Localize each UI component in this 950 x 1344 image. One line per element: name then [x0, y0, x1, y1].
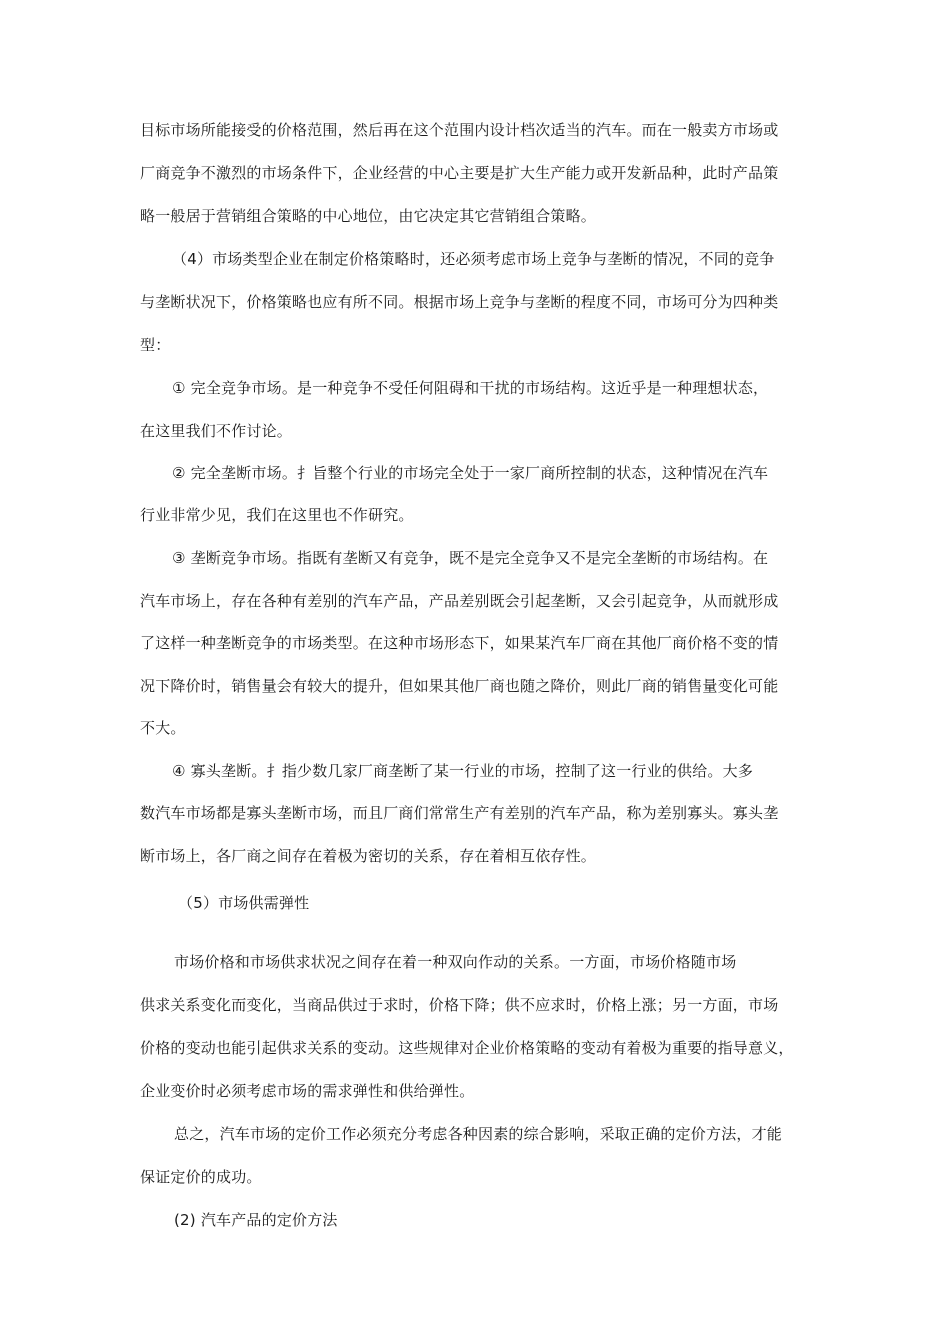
- text-line: 略一般居于营销组合策略的中心地位，由它决定其它营销组合策略。: [140, 207, 597, 225]
- section-heading-market-type: （4）市场类型企业在制定价格策略时，还必须考虑市场上竞争与垄断的情况，不同的竞争: [172, 250, 775, 268]
- text-line: 与垄断状况下，价格策略也应有所不同。根据市场上竞争与垄断的程度不同，市场可分为四种类: [140, 293, 779, 311]
- list-item-perfect-monopoly: ② 完全垄断市场。扌旨整个行业的市场完全处于一家厂商所控制的状态，这种情况在汽车: [172, 464, 769, 482]
- list-item-perfect-competition: ① 完全竞争市场。是一种竞争不受任何阻碍和干扰的市场结构。这近乎是一种理想状态，: [172, 379, 769, 397]
- text-line: 况下降价时，销售量会有较大的提升，但如果其他厂商也随之降价，则此厂商的销售量变化可能: [140, 677, 779, 695]
- text-line: 在这里我们不作讨论。: [140, 422, 293, 440]
- text-line: 供求关系变化而变化，当商品供过于求时，价格下降；供不应求时，价格上涨；另一方面，市场: [140, 996, 779, 1014]
- text-line: 价格的变动也能引起供求关系的变动。这些规律对企业价格策略的变动有着极为重要的指导意义，: [140, 1039, 794, 1057]
- text-line: 不大。: [140, 719, 186, 737]
- text-line: 目标市场所能接受的价格范围，然后再在这个范围内设计档次适当的汽车。而在一般卖方市场或: [140, 121, 779, 139]
- text-line: 汽车市场上，存在各种有差别的汽车产品，产品差别既会引起垄断，又会引起竞争，从而就形成: [140, 592, 779, 610]
- text-line: 企业变价时必须考虑市场的需求弹性和供给弹性。: [140, 1082, 475, 1100]
- text-line: 厂商竞争不激烈的市场条件下，企业经营的中心主要是扩大生产能力或开发新品种，此时产品策: [140, 164, 779, 182]
- text-line: 市场价格和市场供求状况之间存在着一种双向作动的关系。一方面，市场价格随市场: [174, 953, 737, 971]
- text-line: 型：: [140, 336, 171, 354]
- section-heading-pricing-methods: (2) 汽车产品的定价方法: [174, 1211, 338, 1229]
- text-line: 总之，汽车市场的定价工作必须充分考虑各种因素的综合影响，采取正确的定价方法，才能: [174, 1125, 783, 1143]
- text-line: 行业非常少见，我们在这里也不作研究。: [140, 506, 414, 524]
- text-line: 数汽车市场都是寡头垄断市场，而且厂商们常常生产有差别的汽车产品，称为差别寡头。寡头垄: [140, 804, 779, 822]
- text-line: 断市场上，各厂商之间存在着极为密切的关系，存在着相互依存性。: [140, 847, 597, 865]
- list-item-oligopoly: ④ 寡头垄断。扌指少数几家厂商垄断了某一行业的市场，控制了这一行业的供给。大多: [172, 762, 754, 780]
- text-line: 了这样一种垄断竞争的市场类型。在这种市场形态下，如果某汽车厂商在其他厂商价格不变的情: [140, 634, 779, 652]
- section-heading-supply-demand-elasticity: （5）市场供需弹性: [178, 894, 310, 912]
- text-line: 保证定价的成功。: [140, 1168, 262, 1186]
- list-item-monopolistic-competition: ③ 垄断竞争市场。指既有垄断又有竞争，既不是完全竞争又不是完全垄断的市场结构。在: [172, 549, 769, 567]
